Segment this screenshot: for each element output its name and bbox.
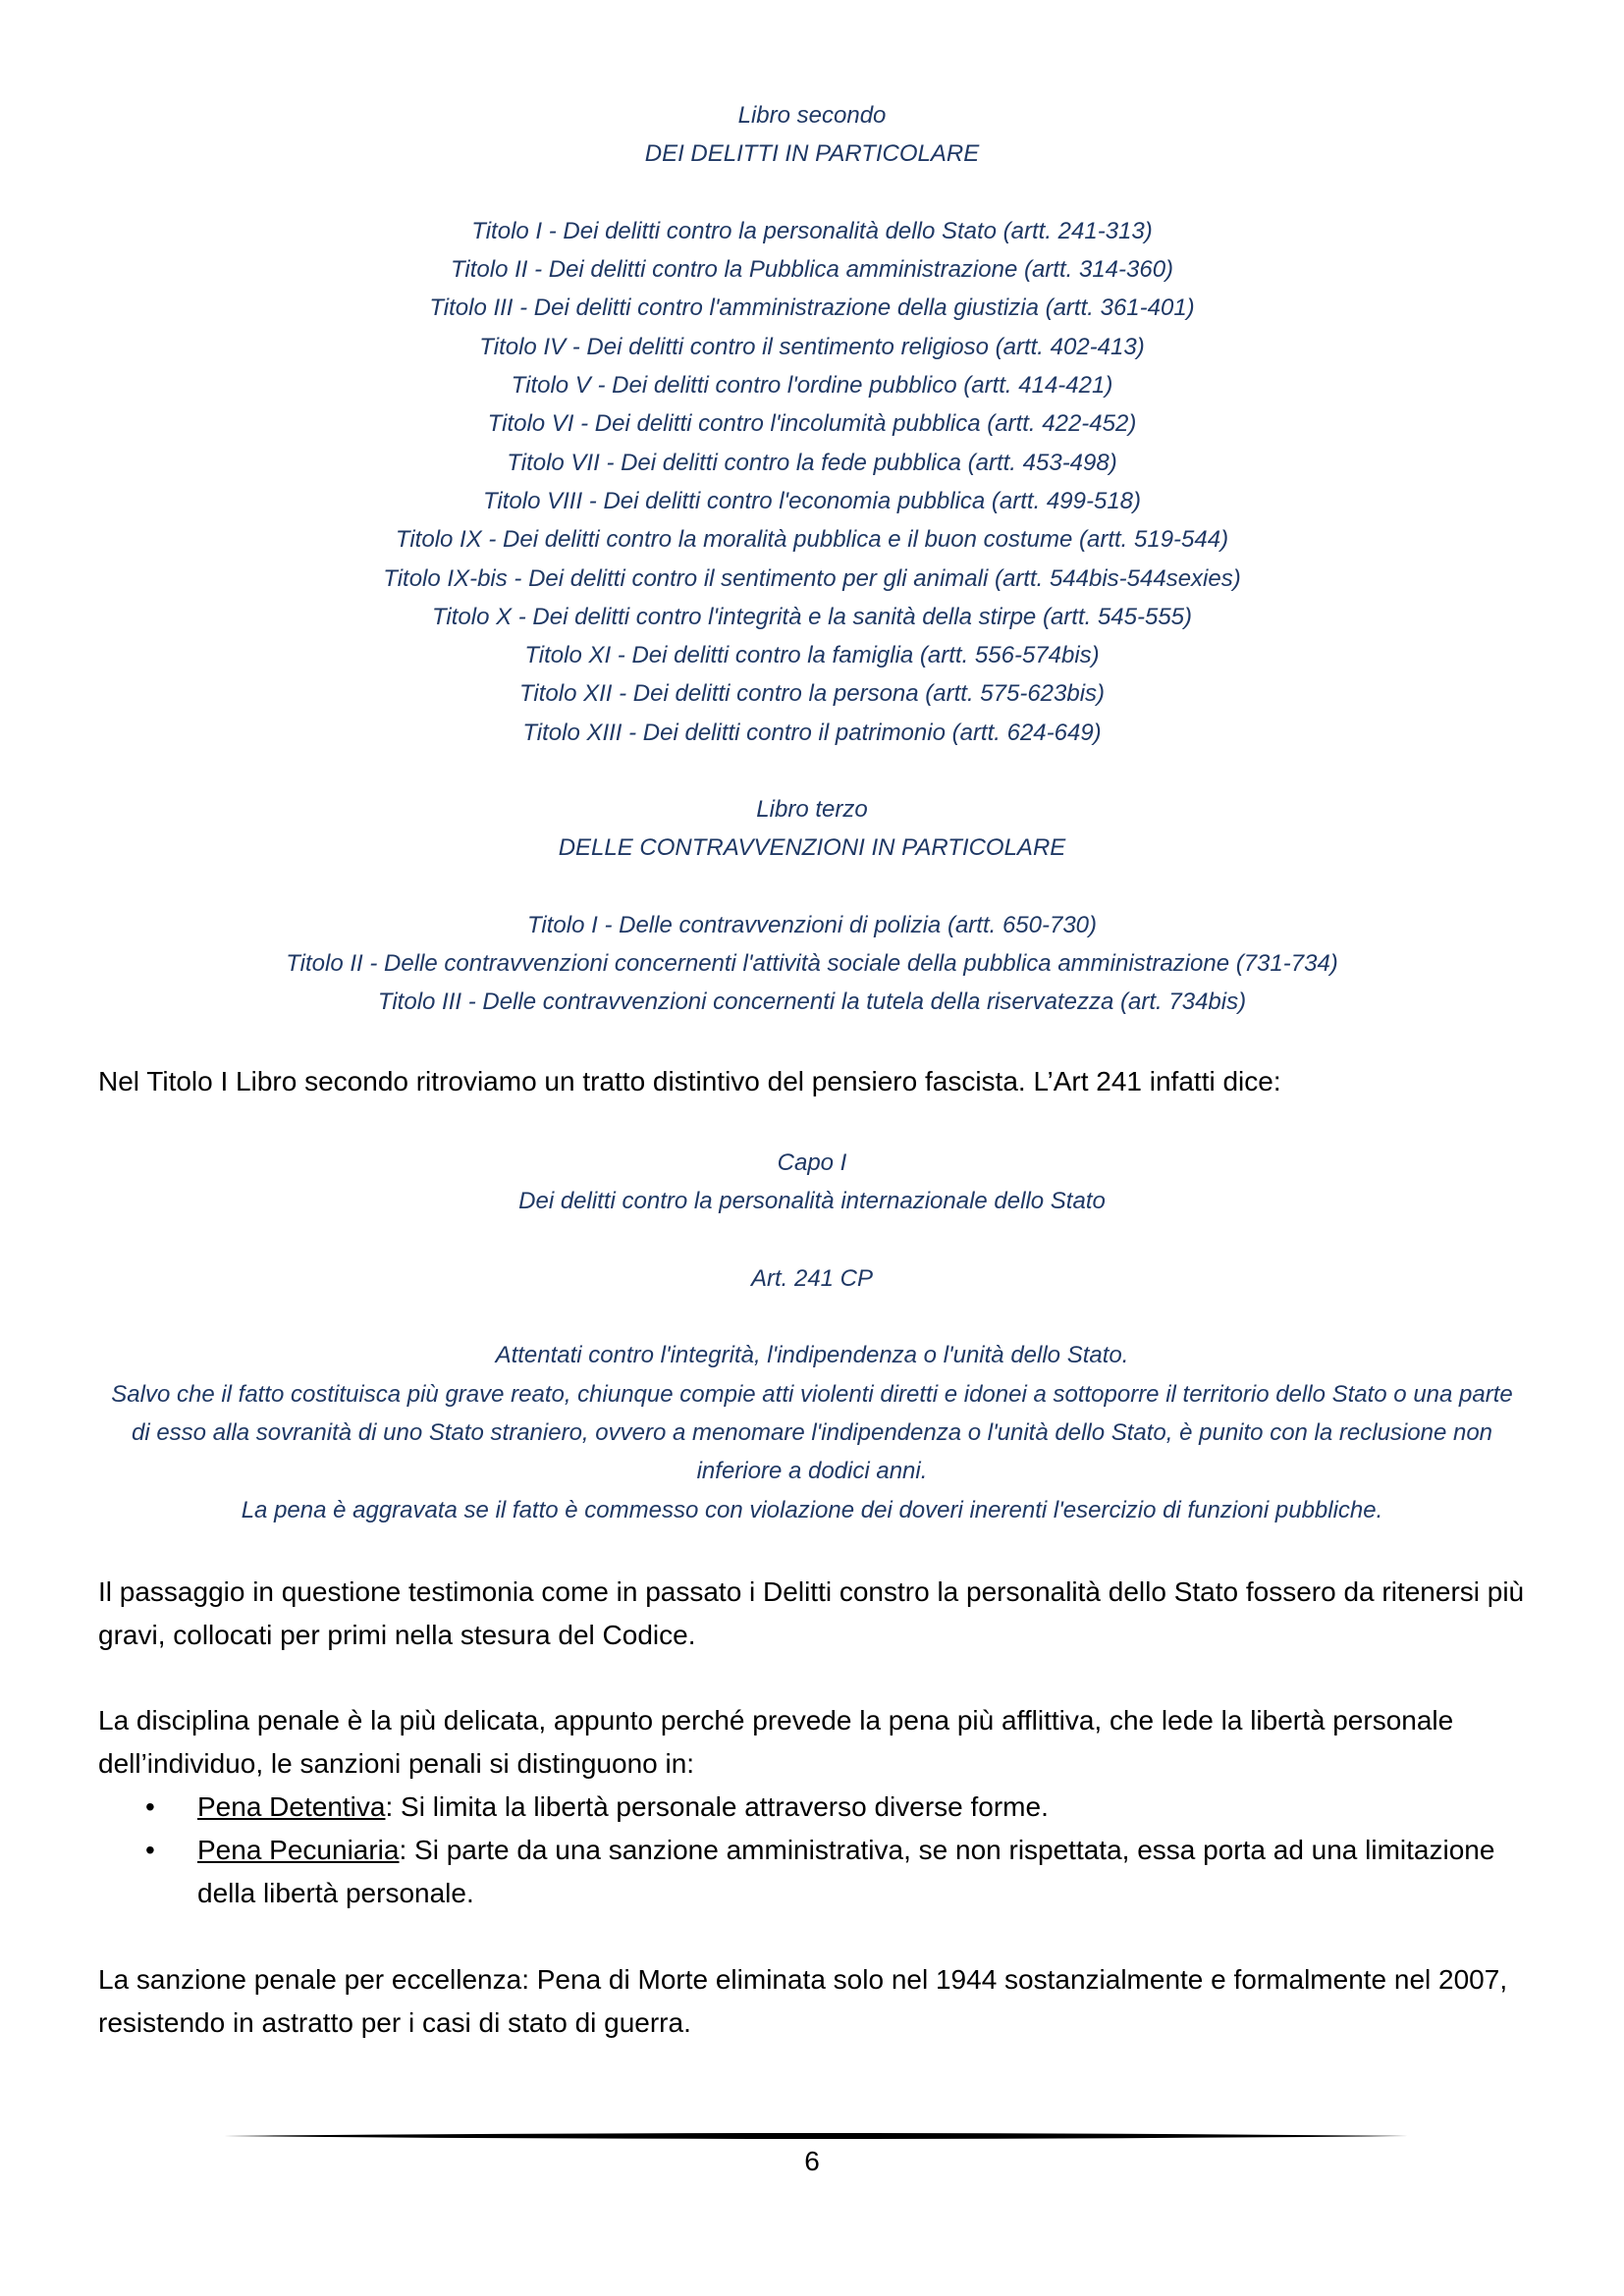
bullet-item-pena-pecuniaria	[98, 1829, 1532, 1915]
titolo-list-item: Titolo XIII - Dei delitti contro il patrimonio (artt. 624-649)	[522, 719, 1102, 746]
titolo-list-item: Titolo VI - Dei delitti contro l'incolumità pubblica (artt. 422-452)	[487, 410, 1137, 438]
libro-terzo-subheading: DELLE CONTRAVVENZIONI IN PARTICOLARE	[558, 834, 1066, 862]
article-block	[98, 1144, 1526, 1529]
intro-paragraph-block	[98, 1060, 1532, 1103]
passaggio-paragraph: Il passaggio in questione testimonia come in passato i Delitti constro la personalità dello Stato fossero da ritenersi più gravi, collocati per primi nella stesura del Codice.	[98, 1576, 1525, 1650]
titolo-list-item: Titolo V - Dei delitti contro l'ordine pubblico (artt. 414-421)	[511, 372, 1113, 400]
passaggio-paragraph-block	[98, 1571, 1532, 1657]
titolo-list-item: Titolo I - Dei delitti contro la personalità dello Stato (artt. 241-313)	[471, 217, 1153, 244]
libro-secondo-subheading: DEI DELITTI IN PARTICOLARE	[644, 140, 980, 168]
titolo-list-item: Titolo XII - Dei delitti contro la persona (artt. 575-623bis)	[518, 680, 1106, 708]
bullet-icon: •	[145, 1835, 155, 1865]
titolo-list-item: Titolo IX-bis - Dei delitti contro il sentimento per gli animali (artt. 544bis-544sexies)	[383, 564, 1241, 592]
sanzione-paragraph-block	[98, 1958, 1532, 2045]
libro-secondo-heading: Libro secondo	[737, 102, 887, 129]
titolo-list-item: Titolo II - Dei delitti contro la Pubblica amministrazione (artt. 314-360)	[450, 256, 1174, 284]
titolo-list-item: Titolo XI - Dei delitti contro la famiglia (artt. 556-574bis)	[524, 642, 1100, 669]
titolo-list-item: Titolo IV - Dei delitti contro il sentimento religioso (artt. 402-413)	[479, 333, 1145, 360]
disciplina-paragraph: La disciplina penale è la più delicata, appunto perché prevede la pena più afflittiva, che lede la libertà personale dell’individuo, le sanzioni penali si distinguono in:	[98, 1705, 1454, 1779]
titolo-list-item: Titolo II - Delle contravvenzioni concernenti l'attività sociale della pubblica amministrazione (731-734)	[286, 950, 1338, 978]
titolo-list-item: Titolo VII - Dei delitti contro la fede pubblica (artt. 453-498)	[507, 449, 1117, 476]
libro-secondo-block	[98, 96, 1526, 752]
titolo-list-item: Titolo III - Delle contravvenzioni concernenti la tutela della riservatezza (art. 734bis)	[377, 988, 1247, 1016]
bullet-icon: •	[145, 1791, 155, 1822]
bullet-description: : Si limita la libertà personale attraverso diverse forme.	[385, 1791, 1049, 1822]
article-comma-2: La pena è aggravata se il fatto è commesso con violazione dei doveri inerenti l'esercizio di funzioni pubbliche.	[241, 1496, 1383, 1523]
bullet-term: Pena Detentiva	[197, 1791, 386, 1822]
disciplina-paragraph-block	[98, 1699, 1532, 1786]
article-capo-title: Dei delitti contro la personalità internazionale dello Stato	[518, 1188, 1106, 1215]
sanzione-paragraph: La sanzione penale per eccellenza: Pena di Morte eliminata solo nel 1944 sostanzialmente e formalmente nel 2007, resistendo in astratto per i casi di stato di guerra.	[98, 1964, 1508, 2038]
page-number: 6	[804, 2146, 820, 2176]
titolo-list-item: Titolo III - Dei delitti contro l'amministrazione della giustizia (artt. 361-401)	[429, 294, 1195, 322]
article-capo: Capo I	[777, 1149, 847, 1176]
libro-terzo-block	[98, 790, 1526, 1022]
article-rubric: Attentati contro l'integrità, l'indipendenza o l'unità dello Stato.	[495, 1342, 1129, 1369]
bullet-item-pena-detentiva	[98, 1786, 1532, 1829]
libro-terzo-heading: Libro terzo	[756, 796, 868, 823]
bullet-description: : Si parte da una sanzione amministrativa, se non rispettata, essa porta ad una limitazione della libertà personale.	[197, 1835, 1495, 1908]
titolo-list-item: Titolo VIII - Dei delitti contro l'economia pubblica (artt. 499-518)	[482, 487, 1142, 514]
footer-rule-shape	[224, 2133, 1408, 2139]
titolo-list-item: Titolo IX - Dei delitti contro la moralità pubblica e il buon costume (artt. 519-544)	[395, 526, 1229, 554]
titolo-list-item: Titolo I - Delle contravvenzioni di polizia (artt. 650-730)	[526, 911, 1098, 938]
intro-paragraph: Nel Titolo I Libro secondo ritroviamo un tratto distintivo del pensiero fascista. L’Art 241 infatti dice:	[98, 1066, 1281, 1096]
titolo-list-item: Titolo X - Dei delitti contro l'integrità e la sanità della stirpe (artt. 545-555)	[431, 603, 1193, 630]
bullet-term: Pena Pecuniaria	[197, 1835, 400, 1865]
footer-rule	[224, 2131, 1408, 2141]
pena-bullet-list	[98, 1786, 1532, 1915]
article-comma-1: Salvo che il fatto costituisca più grave reato, chiunque compie atti violenti diretti e idonei a sottoporre il territorio dello Stato o una parte di esso alla sovranità di uno Stato straniero, ovvero a menomare l'indipendenza o l'unità dello Stato, è punito con la reclusione non inferiore a dodici anni.	[111, 1380, 1513, 1485]
article-number: Art. 241 CP	[750, 1264, 874, 1292]
